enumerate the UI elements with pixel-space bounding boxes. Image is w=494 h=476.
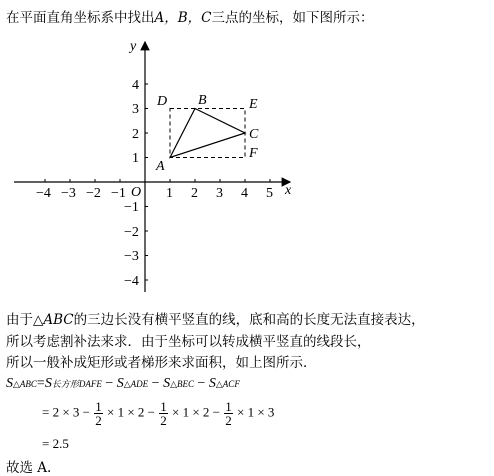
area-symbol: S [44, 376, 52, 391]
y-tick-label: −1 [124, 200, 139, 215]
area-symbol: S [116, 376, 124, 391]
minus-sign: − [105, 376, 114, 391]
minus-sign: − [151, 376, 160, 391]
area-symbol: S [163, 376, 171, 391]
area-result: = 2.5 [42, 436, 69, 451]
y-tick-label: −3 [124, 249, 139, 264]
calc-term: × 1 × 2 − [172, 404, 220, 420]
problem-intro: 在平面直角坐标系中找出 [6, 10, 155, 26]
y-tick-label: −4 [124, 274, 139, 289]
y-tick-label: −2 [124, 225, 139, 240]
x-tick-label: −1 [111, 186, 126, 201]
area-calculation [42, 400, 274, 427]
point-label-f: F [249, 146, 258, 161]
point-label-a: A [156, 159, 165, 174]
answer-line: 故选 A. [6, 460, 52, 476]
problem-after: 三点的坐标，如下图所示： [211, 10, 374, 26]
explanation-text: 的三边长没有横平竖直的线，底和高的长度无法直接表达， [73, 312, 425, 328]
problem-points: A，B，C [154, 10, 212, 26]
subscript-bec: △BEC [170, 379, 194, 389]
subscript-ade: △ADE [123, 379, 149, 389]
area-symbol: S [6, 376, 13, 391]
dashed-rectangle-dafe [170, 109, 245, 158]
equals-sign: = [36, 376, 45, 391]
calc-term: × 1 × 3 [237, 404, 275, 420]
x-tick-label: 1 [166, 186, 173, 201]
explanation-line-1 [6, 308, 425, 328]
explanation-line-3: 所以一般补成矩形或者梯形来求面积，如上图所示． [6, 355, 317, 371]
x-tick-label: 4 [241, 186, 248, 201]
x-tick-label: −4 [36, 186, 51, 201]
calc-term: × 1 × 2 − [107, 404, 155, 420]
x-tick-label: 3 [216, 186, 223, 201]
subscript-abc: △ABC [13, 379, 37, 389]
explanation-text: 由于△ [6, 312, 44, 328]
point-label-e: E [249, 97, 258, 112]
fraction-half: $\frac{1}{2}$ [95, 399, 102, 428]
y-tick-label: 3 [132, 102, 139, 117]
y-tick-label: 1 [132, 151, 139, 166]
x-tick-label: 5 [266, 186, 273, 201]
explanation-line-2: 所以考虑割补法来求．由于坐标可以转成横平竖直的线段长， [6, 334, 371, 350]
x-tick-labels [36, 186, 273, 201]
y-tick-labels [124, 78, 142, 289]
minus-sign: − [197, 376, 206, 391]
x-tick-label: −3 [61, 186, 76, 201]
y-tick-label: 2 [132, 127, 139, 142]
x-tick-label: 2 [191, 186, 198, 201]
subscript-acf: △ACF [215, 379, 240, 389]
calc-lead: = 2 × 3 − [42, 404, 90, 420]
origin-label: O [131, 185, 142, 200]
coordinate-graph [0, 30, 494, 330]
fraction-half: $\frac{1}{2}$ [225, 399, 232, 428]
area-symbol: S [208, 376, 216, 391]
y-axis-label: y [130, 39, 137, 54]
point-label-c: C [249, 127, 259, 142]
x-axis-label: x [285, 183, 292, 198]
subscript-rectangle: 长方形DAFE [51, 379, 102, 389]
problem-statement [6, 6, 374, 26]
y-tick-label: 4 [132, 78, 139, 93]
point-label-b: B [198, 93, 207, 108]
area-formula [6, 376, 240, 392]
x-tick-label: −2 [86, 186, 101, 201]
triangle-name: ABC [43, 312, 74, 328]
triangle-abc [170, 109, 245, 158]
point-label-d: D [157, 94, 168, 109]
fraction-half: $\frac{1}{2}$ [160, 399, 167, 428]
